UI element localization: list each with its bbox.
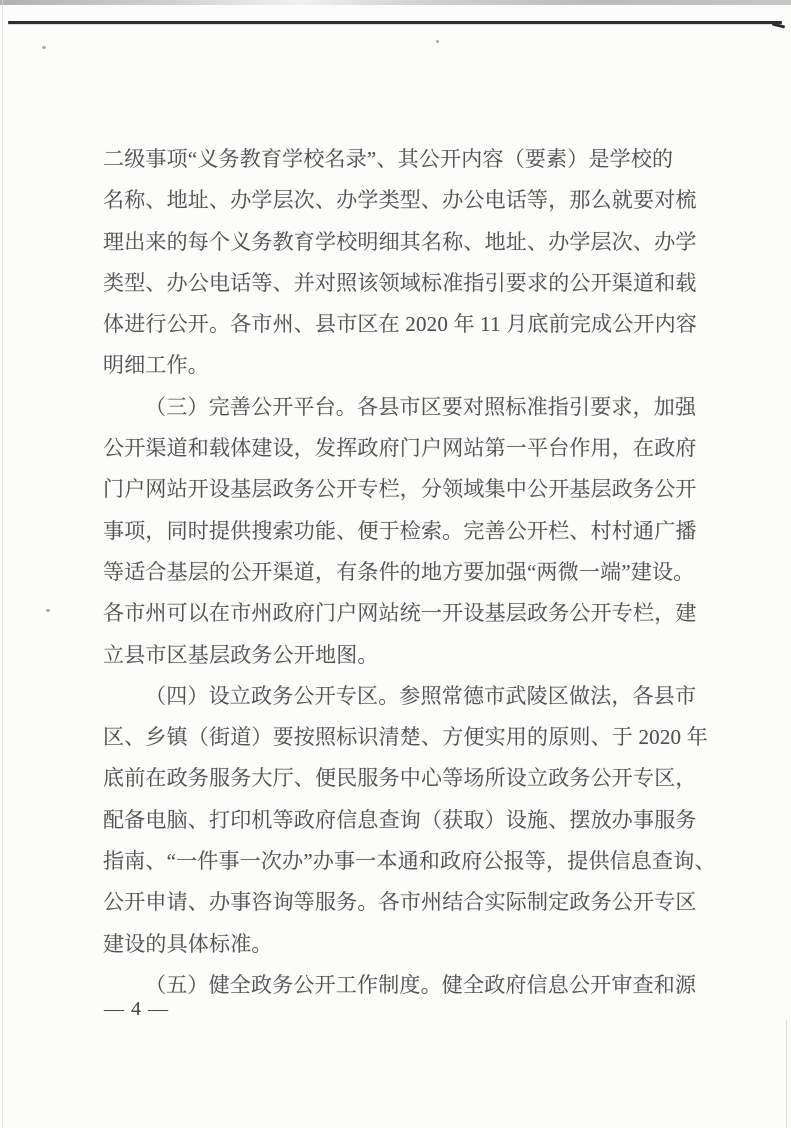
page-number: — 4 — — [104, 998, 169, 1020]
text-line: （三）完善公开平台。各县市区要对照标准指引要求，加强 — [145, 394, 697, 419]
text-line: 公开申请、办事咨询等服务。各市州结合实际制定政务公开专区 — [103, 890, 697, 915]
scan-speck — [42, 46, 46, 49]
text-line: 二级事项“义务教育学校名录”、其公开内容（要素）是学校的 — [103, 147, 674, 171]
scan-speck — [46, 609, 50, 612]
scan-edge-shadow — [0, 0, 791, 5]
text-line: 配备电脑、打印机等政府信息查询（获取）设施、摆放办事服务 — [103, 807, 697, 832]
text-line: 名称、地址、办学层次、办学类型、办公电话等，那么就要对梳 — [103, 188, 697, 213]
text-line: 事项，同时提供搜索功能、便于检索。完善公开栏、村村通广播 — [103, 518, 697, 543]
text-line: 等适合基层的公开渠道，有条件的地方要加强“两微一端”建设。 — [103, 559, 695, 584]
text-line: 公开渠道和载体建设，发挥政府门户网站第一平台作用，在政府 — [103, 436, 697, 461]
scan-left-edge — [2, 0, 3, 1128]
text-line: （四）设立政务公开专区。参照常德市武陵区做法，各县市 — [145, 683, 697, 708]
text-line: 建设的具体标准。 — [103, 931, 273, 956]
text-line: 理出来的每个义务教育学校明细其名称、地址、办学层次、办学 — [103, 229, 697, 254]
scan-speck — [436, 40, 439, 43]
text-line: 门户网站开设基层政务公开专栏，分领域集中公开基层政务公开 — [103, 477, 697, 502]
scan-fold-line — [8, 21, 782, 24]
document-text — [103, 139, 716, 1006]
scan-right-edge — [786, 1020, 787, 1128]
text-line: 底前在政务服务大厅、便民服务中心等场所设立政务公开专区， — [103, 766, 697, 791]
text-line: 明细工作。 — [103, 353, 209, 378]
text-line: 立县市区基层政务公开地图。 — [103, 642, 379, 667]
text-line: 指南、“一件事一次办”办事一本通和政府公报等，提供信息查询、 — [103, 849, 716, 874]
text-line: 体进行公开。各市州、县市区在 2020 年 11 月底前完成公开内容 — [103, 312, 698, 337]
text-line: 类型、办公电话等、并对照该领域标准指引要求的公开渠道和载 — [103, 270, 697, 295]
scan-fold-line-hook — [772, 22, 785, 28]
text-line: 各市州可以在市州政府门户网站统一开设基层政务公开专栏，建 — [103, 601, 697, 626]
text-line: （五）健全政务公开工作制度。健全政府信息公开审查和源 — [145, 972, 697, 997]
text-line: 区、乡镇（街道）要按照标识清楚、方便实用的原则、于 2020 年 — [103, 725, 708, 750]
